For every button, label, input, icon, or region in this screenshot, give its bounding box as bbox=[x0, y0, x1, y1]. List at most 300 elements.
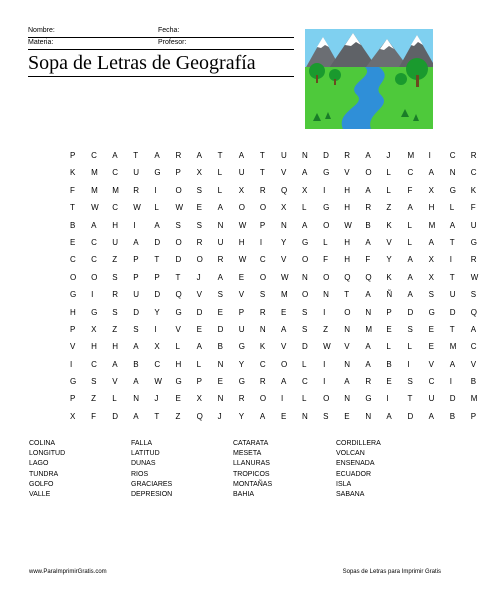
grid-letter[interactable]: Z bbox=[112, 324, 118, 334]
grid-letter[interactable]: E bbox=[217, 307, 223, 317]
grid-letter[interactable]: A bbox=[344, 377, 350, 387]
grid-letter[interactable]: O bbox=[70, 272, 77, 282]
grid-letter[interactable]: N bbox=[217, 220, 224, 230]
grid-letter[interactable]: V bbox=[344, 342, 350, 352]
grid-letter[interactable]: G bbox=[70, 290, 77, 300]
grid-letter[interactable]: L bbox=[112, 394, 117, 404]
grid-letter[interactable]: T bbox=[449, 272, 455, 282]
grid-letter[interactable]: P bbox=[70, 151, 76, 160]
grid-letter[interactable]: V bbox=[344, 168, 350, 178]
grid-letter[interactable]: B bbox=[449, 411, 456, 421]
grid-letter[interactable]: A bbox=[365, 237, 371, 247]
grid-letter[interactable]: H bbox=[112, 342, 118, 352]
grid-letter[interactable]: W bbox=[91, 203, 99, 213]
grid-letter[interactable]: O bbox=[259, 394, 267, 404]
grid-letter[interactable]: D bbox=[154, 237, 161, 247]
grid-letter[interactable]: P bbox=[196, 377, 202, 387]
grid-letter[interactable]: A bbox=[133, 377, 139, 387]
grid-letter[interactable]: A bbox=[280, 324, 287, 334]
grid-letter[interactable]: X bbox=[196, 168, 202, 178]
grid-letter[interactable]: C bbox=[449, 151, 456, 160]
grid-letter[interactable]: Q bbox=[280, 185, 288, 195]
grid-letter[interactable]: L bbox=[449, 203, 455, 213]
grid-letter[interactable]: T bbox=[154, 255, 160, 265]
grid-letter[interactable]: J bbox=[154, 394, 159, 404]
grid-letter[interactable]: V bbox=[428, 359, 434, 369]
grid-letter[interactable]: A bbox=[259, 411, 266, 421]
grid-letter[interactable]: Y bbox=[238, 359, 245, 369]
grid-letter[interactable]: H bbox=[70, 307, 76, 317]
grid-letter[interactable]: E bbox=[344, 411, 350, 421]
grid-letter[interactable]: F bbox=[407, 185, 413, 195]
grid-letter[interactable]: O bbox=[175, 185, 182, 195]
grid-letter[interactable]: O bbox=[302, 255, 309, 265]
grid-letter[interactable]: N bbox=[133, 394, 140, 404]
grid-letter[interactable]: R bbox=[259, 185, 266, 195]
grid-letter[interactable]: A bbox=[365, 342, 371, 352]
grid-letter[interactable]: X bbox=[428, 185, 434, 195]
grid-letter[interactable]: E bbox=[280, 411, 287, 421]
grid-letter[interactable]: Z bbox=[91, 394, 96, 404]
grid-letter[interactable]: I bbox=[449, 377, 452, 387]
grid-letter[interactable]: T bbox=[407, 394, 413, 404]
grid-letter[interactable]: R bbox=[112, 290, 118, 300]
grid-letter[interactable]: O bbox=[280, 359, 288, 369]
grid-letter[interactable]: P bbox=[154, 272, 160, 282]
grid-letter[interactable]: L bbox=[175, 342, 180, 352]
grid-letter[interactable]: A bbox=[280, 377, 287, 387]
grid-letter[interactable]: V bbox=[196, 290, 202, 300]
grid-letter[interactable]: O bbox=[91, 272, 98, 282]
grid-letter[interactable]: P bbox=[70, 324, 76, 334]
grid-letter[interactable]: H bbox=[175, 359, 182, 369]
grid-letter[interactable]: L bbox=[386, 168, 391, 178]
grid-letter[interactable]: P bbox=[175, 168, 181, 178]
grid-letter[interactable]: R bbox=[365, 203, 372, 213]
grid-letter[interactable]: E bbox=[217, 377, 223, 387]
grid-letter[interactable]: C bbox=[407, 168, 414, 178]
grid-letter[interactable]: Q bbox=[365, 272, 372, 282]
grid-letter[interactable]: M bbox=[91, 168, 98, 178]
grid-letter[interactable]: L bbox=[217, 168, 223, 178]
grid-letter[interactable]: A bbox=[365, 359, 371, 369]
grid-letter[interactable]: X bbox=[428, 255, 434, 265]
grid-letter[interactable]: I bbox=[323, 359, 326, 369]
grid-letter[interactable]: T bbox=[344, 290, 350, 300]
grid-letter[interactable]: S bbox=[91, 377, 97, 387]
grid-letter[interactable]: H bbox=[238, 237, 245, 247]
grid-letter[interactable]: N bbox=[344, 394, 350, 404]
grid-letter[interactable]: K bbox=[386, 220, 392, 230]
grid-letter[interactable]: O bbox=[175, 237, 182, 247]
grid-letter[interactable]: W bbox=[280, 272, 289, 282]
grid-letter[interactable]: C bbox=[470, 168, 477, 178]
grid-letter[interactable]: A bbox=[238, 151, 245, 160]
grid-letter[interactable]: F bbox=[70, 185, 75, 195]
grid-letter[interactable]: M bbox=[280, 290, 288, 300]
grid-letter[interactable]: V bbox=[70, 342, 76, 352]
grid-letter[interactable]: U bbox=[112, 237, 118, 247]
grid-letter[interactable]: P bbox=[70, 394, 76, 404]
grid-letter[interactable]: B bbox=[470, 377, 477, 387]
grid-letter[interactable]: O bbox=[323, 394, 330, 404]
grid-letter[interactable]: G bbox=[70, 377, 77, 387]
grid-letter[interactable]: W bbox=[154, 377, 162, 387]
grid-letter[interactable]: W bbox=[470, 272, 479, 282]
grid-letter[interactable]: S bbox=[259, 290, 266, 300]
grid-letter[interactable]: C bbox=[91, 237, 97, 247]
grid-letter[interactable]: X bbox=[91, 324, 97, 334]
grid-letter[interactable]: S bbox=[428, 290, 434, 300]
grid-letter[interactable]: I bbox=[133, 220, 136, 230]
grid-letter[interactable]: J bbox=[196, 272, 201, 282]
grid-letter[interactable]: A bbox=[112, 151, 118, 160]
grid-letter[interactable]: S bbox=[217, 290, 223, 300]
grid-letter[interactable]: Q bbox=[470, 307, 478, 317]
grid-letter[interactable]: O bbox=[302, 290, 309, 300]
grid-letter[interactable]: A bbox=[449, 220, 456, 230]
grid-letter[interactable]: S bbox=[302, 307, 308, 317]
grid-letter[interactable]: H bbox=[344, 237, 350, 247]
grid-letter[interactable]: I bbox=[70, 359, 73, 369]
grid-letter[interactable]: S bbox=[407, 377, 413, 387]
grid-letter[interactable]: A bbox=[428, 411, 434, 421]
grid-letter[interactable]: S bbox=[196, 185, 202, 195]
grid-letter[interactable]: L bbox=[302, 394, 307, 404]
grid-letter[interactable]: O bbox=[259, 272, 267, 282]
grid-letter[interactable]: L bbox=[217, 185, 223, 195]
grid-letter[interactable]: A bbox=[91, 220, 97, 230]
grid-letter[interactable]: X bbox=[70, 411, 76, 421]
grid-letter[interactable]: D bbox=[154, 290, 161, 300]
grid-letter[interactable]: N bbox=[302, 411, 308, 421]
grid-letter[interactable]: E bbox=[428, 324, 434, 334]
grid-letter[interactable]: G bbox=[175, 377, 182, 387]
grid-letter[interactable]: D bbox=[323, 151, 329, 160]
grid-letter[interactable]: Q bbox=[344, 272, 351, 282]
grid-letter[interactable]: Y bbox=[154, 307, 160, 317]
grid-letter[interactable]: L bbox=[386, 185, 391, 195]
grid-letter[interactable]: S bbox=[196, 220, 202, 230]
grid-letter[interactable]: A bbox=[365, 290, 371, 300]
grid-letter[interactable]: I bbox=[386, 394, 389, 404]
grid-letter[interactable]: Z bbox=[175, 411, 181, 421]
grid-letter[interactable]: D bbox=[112, 411, 118, 421]
grid-letter[interactable]: Y bbox=[280, 237, 287, 247]
grid-letter[interactable]: W bbox=[238, 255, 247, 265]
grid-letter[interactable]: P bbox=[470, 411, 477, 421]
grid-letter[interactable]: A bbox=[302, 220, 308, 230]
grid-letter[interactable]: J bbox=[386, 151, 391, 160]
grid-letter[interactable]: D bbox=[407, 307, 414, 317]
grid-letter[interactable]: C bbox=[112, 168, 118, 178]
grid-letter[interactable]: X bbox=[428, 272, 434, 282]
grid-letter[interactable]: T bbox=[154, 411, 160, 421]
grid-letter[interactable]: E bbox=[280, 307, 287, 317]
grid-letter[interactable]: A bbox=[302, 168, 308, 178]
grid-letter[interactable]: L bbox=[302, 359, 307, 369]
grid-letter[interactable]: A bbox=[407, 255, 413, 265]
grid-letter[interactable]: K bbox=[259, 342, 266, 352]
grid-letter[interactable]: H bbox=[112, 220, 118, 230]
grid-letter[interactable]: T bbox=[259, 151, 265, 160]
grid-letter[interactable]: I bbox=[154, 324, 157, 334]
grid-letter[interactable]: L bbox=[302, 203, 307, 213]
grid-letter[interactable]: O bbox=[238, 203, 245, 213]
grid-letter[interactable]: K bbox=[470, 185, 477, 195]
grid-letter[interactable]: P bbox=[386, 307, 392, 317]
grid-letter[interactable]: R bbox=[365, 377, 372, 387]
grid-letter[interactable]: Y bbox=[386, 255, 392, 265]
grid-letter[interactable]: A bbox=[133, 237, 139, 247]
grid-letter[interactable]: A bbox=[154, 220, 160, 230]
grid-letter[interactable]: E bbox=[196, 324, 202, 334]
grid-letter[interactable]: V bbox=[386, 237, 392, 247]
grid-letter[interactable]: B bbox=[386, 359, 392, 369]
grid-letter[interactable]: I bbox=[428, 151, 431, 160]
grid-letter[interactable]: A bbox=[365, 185, 371, 195]
grid-letter[interactable]: C bbox=[259, 359, 266, 369]
grid-letter[interactable]: G bbox=[428, 307, 435, 317]
grid-letter[interactable]: Z bbox=[112, 255, 118, 265]
grid-letter[interactable]: D bbox=[449, 307, 456, 317]
grid-letter[interactable]: M bbox=[428, 220, 436, 230]
grid-letter[interactable]: G bbox=[91, 307, 98, 317]
grid-letter[interactable]: C bbox=[154, 359, 161, 369]
grid-letter[interactable]: V bbox=[280, 168, 287, 178]
grid-letter[interactable]: U bbox=[217, 237, 224, 247]
grid-letter[interactable]: C bbox=[91, 151, 97, 160]
grid-letter[interactable]: R bbox=[196, 237, 203, 247]
grid-letter[interactable]: R bbox=[175, 151, 182, 160]
grid-letter[interactable]: D bbox=[175, 255, 182, 265]
grid-letter[interactable]: E bbox=[196, 203, 202, 213]
grid-letter[interactable]: K bbox=[70, 168, 76, 178]
grid-letter[interactable]: H bbox=[344, 255, 350, 265]
grid-letter[interactable]: W bbox=[238, 220, 247, 230]
grid-letter[interactable]: T bbox=[449, 237, 455, 247]
grid-letter[interactable]: N bbox=[365, 411, 372, 421]
grid-letter[interactable]: Ñ bbox=[386, 290, 393, 300]
grid-letter[interactable]: F bbox=[470, 203, 476, 213]
grid-letter[interactable]: A bbox=[196, 342, 202, 352]
grid-letter[interactable]: J bbox=[217, 411, 222, 421]
grid-letter[interactable]: C bbox=[302, 377, 308, 387]
grid-letter[interactable]: N bbox=[323, 290, 329, 300]
grid-letter[interactable]: Z bbox=[386, 203, 392, 213]
grid-letter[interactable]: R bbox=[470, 151, 477, 160]
grid-letter[interactable]: L bbox=[407, 237, 412, 247]
grid-letter[interactable]: U bbox=[133, 168, 140, 178]
grid-letter[interactable]: A bbox=[407, 290, 413, 300]
grid-letter[interactable]: B bbox=[217, 342, 223, 352]
grid-letter[interactable]: G bbox=[449, 185, 456, 195]
grid-letter[interactable]: W bbox=[175, 203, 184, 213]
grid-letter[interactable]: N bbox=[217, 359, 224, 369]
grid-letter[interactable]: E bbox=[386, 377, 392, 387]
grid-letter[interactable]: W bbox=[323, 342, 331, 352]
grid-letter[interactable]: V bbox=[175, 324, 181, 334]
grid-letter[interactable]: Q bbox=[196, 411, 203, 421]
grid-letter[interactable]: H bbox=[344, 203, 350, 213]
grid-letter[interactable]: T bbox=[175, 272, 181, 282]
grid-letter[interactable]: E bbox=[70, 237, 76, 247]
grid-letter[interactable]: D bbox=[407, 411, 414, 421]
grid-letter[interactable]: A bbox=[133, 342, 139, 352]
grid-letter[interactable]: M bbox=[91, 185, 98, 195]
grid-letter[interactable]: L bbox=[154, 203, 159, 213]
grid-letter[interactable]: M bbox=[449, 342, 457, 352]
grid-letter[interactable]: C bbox=[70, 255, 76, 265]
grid-letter[interactable]: O bbox=[323, 272, 330, 282]
grid-letter[interactable]: T bbox=[449, 324, 455, 334]
grid-letter[interactable]: R bbox=[259, 307, 266, 317]
grid-letter[interactable]: F bbox=[323, 255, 329, 265]
grid-letter[interactable]: R bbox=[259, 377, 266, 387]
grid-letter[interactable]: G bbox=[154, 168, 161, 178]
grid-letter[interactable]: I bbox=[449, 255, 452, 265]
grid-letter[interactable]: E bbox=[175, 394, 181, 404]
grid-letter[interactable]: S bbox=[470, 290, 477, 300]
grid-letter[interactable]: M bbox=[407, 151, 415, 160]
grid-letter[interactable]: L bbox=[323, 237, 328, 247]
grid-letter[interactable]: U bbox=[238, 324, 245, 334]
grid-letter[interactable]: B bbox=[70, 220, 76, 230]
grid-letter[interactable]: B bbox=[133, 359, 139, 369]
grid-letter[interactable]: U bbox=[428, 394, 435, 404]
grid-letter[interactable]: I bbox=[154, 185, 157, 195]
grid-letter[interactable]: G bbox=[302, 237, 309, 247]
grid-letter[interactable]: F bbox=[365, 255, 371, 265]
grid-letter[interactable]: T bbox=[259, 168, 265, 178]
grid-letter[interactable]: N bbox=[302, 272, 308, 282]
grid-letter[interactable]: S bbox=[323, 411, 329, 421]
grid-letter[interactable]: A bbox=[407, 272, 413, 282]
grid-letter[interactable]: O bbox=[365, 168, 372, 178]
grid-letter[interactable]: I bbox=[91, 290, 94, 300]
grid-letter[interactable]: A bbox=[196, 151, 202, 160]
grid-letter[interactable]: C bbox=[259, 255, 266, 265]
grid-letter[interactable]: A bbox=[365, 151, 371, 160]
grid-letter[interactable]: C bbox=[91, 255, 97, 265]
grid-letter[interactable]: C bbox=[428, 377, 435, 387]
grid-letter[interactable]: N bbox=[344, 359, 350, 369]
grid-letter[interactable]: I bbox=[259, 237, 263, 247]
grid-letter[interactable]: N bbox=[217, 394, 224, 404]
grid-letter[interactable]: F bbox=[91, 411, 96, 421]
grid-letter[interactable]: N bbox=[344, 324, 350, 334]
footer-website[interactable]: www.ParaImprimirGratis.com bbox=[29, 569, 107, 575]
grid-letter[interactable]: U bbox=[449, 290, 456, 300]
grid-letter[interactable]: R bbox=[344, 151, 350, 160]
grid-letter[interactable]: P bbox=[238, 307, 245, 317]
grid-letter[interactable]: Q bbox=[175, 290, 182, 300]
grid-letter[interactable]: W bbox=[344, 220, 352, 230]
grid-letter[interactable]: X bbox=[154, 342, 160, 352]
grid-letter[interactable]: E bbox=[386, 324, 392, 334]
grid-letter[interactable]: U bbox=[280, 151, 287, 160]
grid-letter[interactable]: X bbox=[196, 394, 202, 404]
grid-letter[interactable]: A bbox=[217, 272, 223, 282]
grid-letter[interactable]: M bbox=[112, 185, 119, 195]
grid-letter[interactable]: I bbox=[323, 307, 326, 317]
grid-letter[interactable]: N bbox=[449, 168, 456, 178]
grid-letter[interactable]: D bbox=[217, 324, 224, 334]
grid-letter[interactable]: U bbox=[238, 168, 245, 178]
grid-letter[interactable]: R bbox=[470, 255, 477, 265]
grid-letter[interactable]: P bbox=[259, 220, 266, 230]
grid-letter[interactable]: M bbox=[365, 324, 372, 334]
grid-letter[interactable]: I bbox=[280, 394, 284, 404]
grid-letter[interactable]: O bbox=[259, 203, 267, 213]
grid-letter[interactable]: D bbox=[196, 307, 203, 317]
grid-letter[interactable]: G bbox=[323, 203, 330, 213]
grid-letter[interactable]: A bbox=[407, 203, 413, 213]
grid-letter[interactable]: N bbox=[259, 324, 266, 334]
grid-letter[interactable]: M bbox=[470, 394, 478, 404]
grid-letter[interactable]: X bbox=[302, 185, 308, 195]
grid-letter[interactable]: N bbox=[302, 151, 308, 160]
grid-letter[interactable]: A bbox=[449, 359, 456, 369]
grid-letter[interactable]: U bbox=[470, 220, 477, 230]
grid-letter[interactable]: A bbox=[133, 411, 139, 421]
grid-letter[interactable]: S bbox=[302, 324, 308, 334]
grid-letter[interactable]: I bbox=[407, 359, 410, 369]
grid-letter[interactable]: U bbox=[133, 290, 140, 300]
grid-letter[interactable]: N bbox=[280, 220, 287, 230]
grid-letter[interactable]: H bbox=[344, 185, 350, 195]
grid-letter[interactable]: G bbox=[365, 394, 372, 404]
grid-letter[interactable]: V bbox=[238, 290, 245, 300]
grid-letter[interactable]: A bbox=[428, 237, 434, 247]
grid-letter[interactable]: L bbox=[407, 220, 412, 230]
grid-letter[interactable]: D bbox=[302, 342, 308, 352]
grid-letter[interactable]: E bbox=[428, 342, 434, 352]
grid-letter[interactable]: O bbox=[323, 220, 330, 230]
grid-letter[interactable]: P bbox=[133, 255, 139, 265]
grid-letter[interactable]: A bbox=[470, 324, 477, 334]
grid-letter[interactable]: W bbox=[133, 203, 141, 213]
grid-letter[interactable]: L bbox=[407, 342, 412, 352]
grid-letter[interactable]: P bbox=[133, 272, 139, 282]
grid-letter[interactable]: C bbox=[112, 203, 118, 213]
grid-letter[interactable]: O bbox=[344, 307, 351, 317]
grid-letter[interactable]: O bbox=[196, 255, 203, 265]
grid-letter[interactable]: G bbox=[323, 168, 330, 178]
grid-letter[interactable]: G bbox=[238, 342, 245, 352]
grid-letter[interactable]: A bbox=[154, 151, 160, 160]
grid-letter[interactable]: I bbox=[323, 377, 326, 387]
grid-letter[interactable]: G bbox=[238, 377, 245, 387]
grid-letter[interactable]: H bbox=[428, 203, 435, 213]
grid-letter[interactable]: B bbox=[365, 220, 371, 230]
grid-letter[interactable]: S bbox=[133, 324, 139, 334]
grid-letter[interactable]: Z bbox=[323, 324, 329, 334]
grid-letter[interactable]: S bbox=[112, 272, 118, 282]
grid-letter[interactable]: I bbox=[323, 185, 326, 195]
grid-letter[interactable]: H bbox=[91, 342, 97, 352]
grid-letter[interactable]: R bbox=[238, 394, 245, 404]
grid-letter[interactable]: A bbox=[112, 359, 118, 369]
grid-letter[interactable]: G bbox=[470, 237, 478, 247]
grid-letter[interactable]: C bbox=[91, 359, 97, 369]
grid-letter[interactable]: K bbox=[386, 272, 392, 282]
grid-letter[interactable]: D bbox=[133, 307, 140, 317]
grid-letter[interactable]: V bbox=[280, 342, 287, 352]
grid-letter[interactable]: D bbox=[449, 394, 456, 404]
grid-letter[interactable]: V bbox=[112, 377, 118, 387]
grid-letter[interactable]: S bbox=[175, 220, 181, 230]
